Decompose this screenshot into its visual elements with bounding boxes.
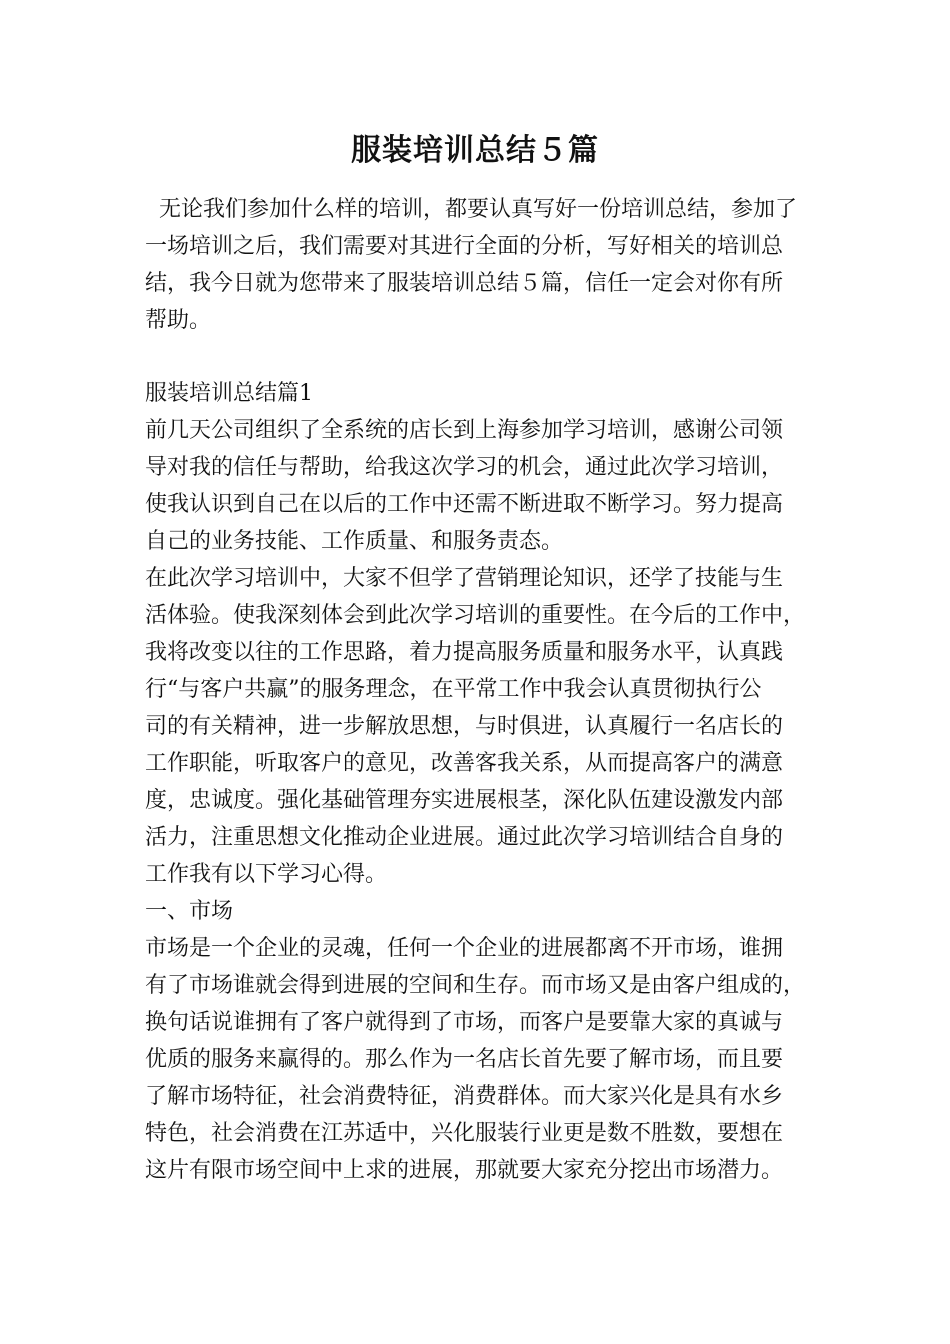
text-line: 行“与客户共赢”的服务理念，在平常工作中我会认真贯彻执行公 [145, 677, 762, 702]
intro-paragraph [145, 191, 825, 339]
section-heading: 服装培训总结篇1 [145, 381, 313, 406]
text-line: 帮助。 [145, 308, 212, 333]
text-line: 我将改变以往的工作思路，着力提高服务质量和服务水平，认真践 [145, 640, 784, 665]
text-line: 度，忠诚度。强化基础管理夯实进展根茎，深化队伍建设激发内部 [145, 788, 784, 813]
text-line: 自己的业务技能、工作质量、和服务责态。 [145, 529, 564, 554]
text-line: 结，我今日就为您带来了服装培训总结５篇，信任一定会对你有所 [145, 271, 784, 296]
text-line: 换句话说谁拥有了客户就得到了市场，而客户是要靠大家的真诚与 [145, 1010, 784, 1035]
text-line: 在此次学习培训中，大家不但学了营销理论知识，还学了技能与生 [145, 566, 784, 591]
text-line: 特色，社会消费在江苏适中，兴化服装行业更是数不胜数，要想在 [145, 1121, 784, 1146]
text-line: 市场是一个企业的灵魂，任何一个企业的进展都离不开市场，谁拥 [145, 936, 784, 961]
text-line: 导对我的信任与帮助，给我这次学习的机会，通过此次学习培训， [145, 455, 784, 480]
text-line: 活体验。使我深刻体会到此次学习培训的重要性。在今后的工作中， [145, 603, 806, 628]
section-1 [145, 375, 825, 1189]
text-line: 前几天公司组织了全系统的店长到上海参加学习培训，感谢公司领 [145, 418, 784, 443]
text-line: 使我认识到自己在以后的工作中还需不断进取不断学习。努力提高 [145, 492, 784, 517]
text-line: 有了市场谁就会得到进展的空间和生存。而市场又是由客户组成的， [145, 973, 806, 998]
text-line: 工作职能，听取客户的意见，改善客我关系，从而提高客户的满意 [145, 751, 784, 776]
subsection-heading: 一、市场 [145, 899, 234, 924]
text-line: 司的有关精神，进一步解放思想，与时俱进，认真履行一名店长的 [145, 714, 784, 739]
text-line: 优质的服务来赢得的。那么作为一名店长首先要了解市场，而且要 [145, 1047, 784, 1072]
text-line: 无论我们参加什么样的培训，都要认真写好一份培训总结，参加了 [145, 197, 797, 222]
text-line: 了解市场特征，社会消费特征，消费群体。而大家兴化是具有水乡 [145, 1084, 784, 1109]
text-line: 工作我有以下学习心得。 [145, 862, 388, 887]
text-line: 这片有限市场空间中上求的进展，那就要大家充分挖出市场潜力。 [145, 1158, 784, 1183]
document-title: 服装培训总结５篇 [351, 133, 599, 168]
text-line: 一场培训之后，我们需要对其进行全面的分析，写好相关的培训总 [145, 234, 784, 259]
text-line: 活力，注重思想文化推动企业进展。通过此次学习培训结合自身的 [145, 825, 784, 850]
